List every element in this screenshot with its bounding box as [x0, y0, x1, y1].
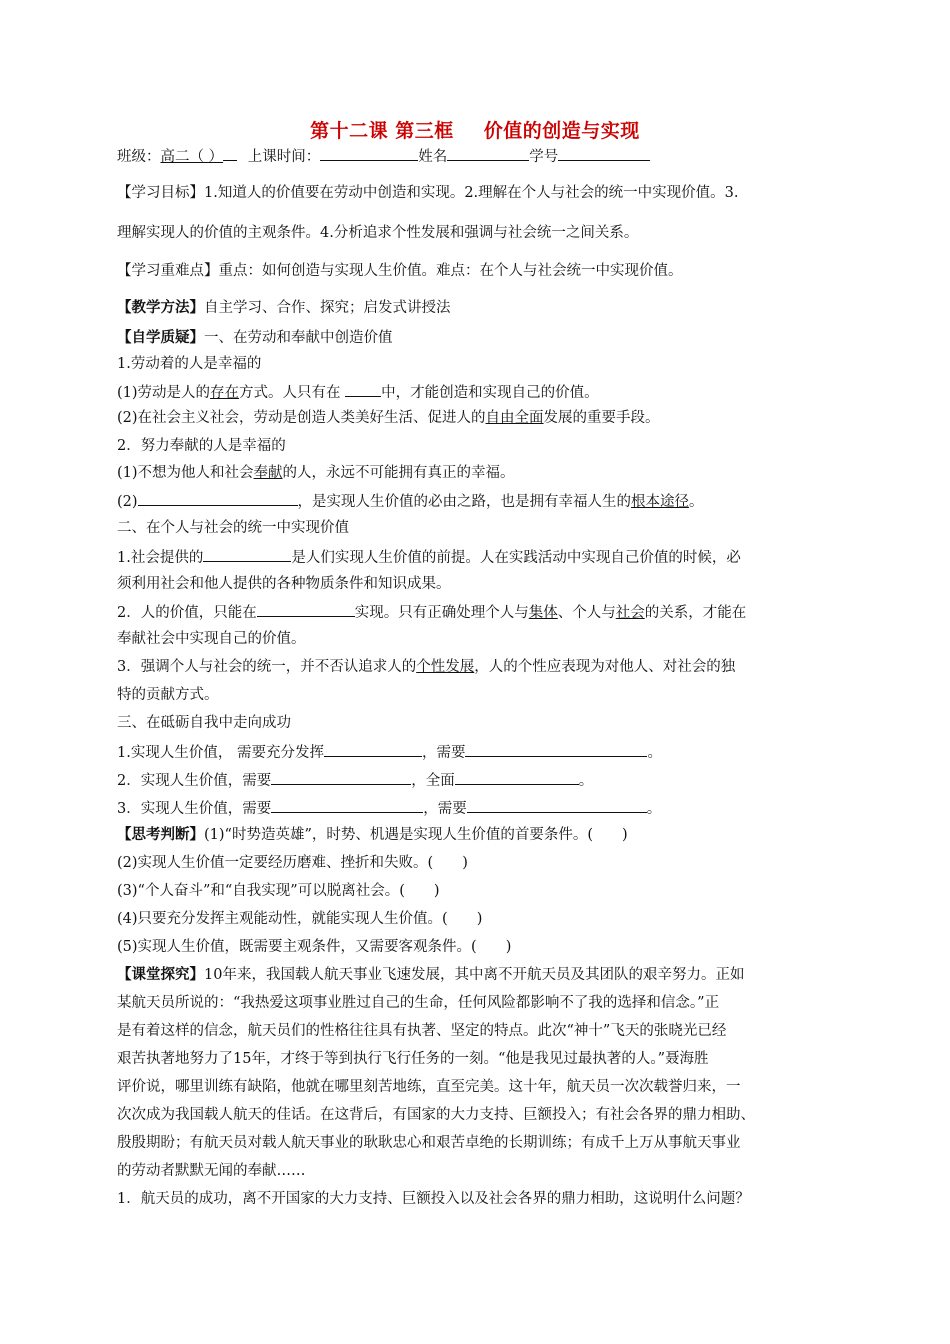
judgement-label: 【思考判断】	[117, 826, 204, 843]
text: (1)劳动是人的	[117, 385, 211, 401]
inquiry-text: 10年来，我国载人航天事业飞速发展，其中离不开航天员及其团队的艰辛努力。正如	[204, 967, 745, 983]
section-3-title	[117, 714, 291, 732]
class-value: 高二（ ）	[160, 149, 224, 165]
section-2-title-text: 二、在个人与社会的统一中实现价值	[117, 520, 349, 536]
class-label: 班级：	[117, 149, 161, 165]
student-info-row	[117, 146, 650, 166]
inquiry-line-6	[117, 1106, 755, 1124]
text: 。	[689, 494, 704, 510]
inquiry-text: 殷殷期盼；有航天员对载人航天事业的耿耿忠心和艰苦卓绝的长期训练；有成千上万从事航天事业	[117, 1135, 741, 1151]
inquiry-text: 艰苦执著地努力了15年，才终于等到执行飞行任务的一刻。“他是我见过最执著的人。”聂海胜	[117, 1051, 709, 1067]
fill-blank[interactable]	[257, 602, 355, 617]
objectives-line-1	[117, 184, 739, 202]
text: 3．强调个人与社会的统一，并不否认追求人的	[117, 659, 417, 675]
fill-blank[interactable]	[455, 770, 579, 785]
text: 是人们实现人生价值的前提。人在实践活动中实现自己价值的时候，必	[291, 550, 741, 566]
id-blank[interactable]	[558, 146, 650, 161]
key-points	[117, 262, 683, 280]
judgement-q2	[117, 854, 468, 872]
name-label: 姓名	[418, 149, 448, 165]
inquiry-question-1	[117, 1190, 750, 1208]
text: 1.社会提供的	[117, 550, 204, 566]
time-label: 上课时间：	[247, 149, 321, 165]
text: 方式。人只有在	[239, 385, 346, 401]
item-1-1	[117, 355, 261, 373]
judgement-question: (2)实现人生价值一定要经历磨难、挫折和失败。( )	[117, 855, 468, 871]
judgement-q1	[117, 826, 628, 844]
judgement-question: (3)“个人奋斗”和“自我实现”可以脱离社会。( )	[117, 883, 440, 899]
item-1-2-text: 2．努力奉献的人是幸福的	[117, 438, 286, 454]
fill-blank[interactable]	[271, 770, 411, 785]
inquiry-text: 是有着这样的信念，航天员们的性格往往具有执著、坚定的特点。此次“神十”飞天的张晓光已经	[117, 1023, 727, 1039]
text: (2)	[117, 494, 138, 510]
text: 的人，永远不可能拥有真正的幸福。	[282, 465, 515, 481]
text: (2)在社会主义社会，劳动是创造人类美好生活、促进人的	[117, 410, 486, 426]
inquiry-label: 【课堂探究】	[117, 966, 204, 983]
inquiry-question-text: 1．航天员的成功，离不开国家的大力支持、巨额投入以及社会各界的鼎力相助，这说明什么问题？	[117, 1191, 750, 1207]
text: 1.实现人生价值， 需要充分发挥	[117, 745, 324, 761]
judgement-q4	[117, 910, 482, 928]
item-2-3-cont	[117, 686, 219, 704]
item-2-1-cont	[117, 575, 451, 593]
text: ，全面	[411, 773, 455, 789]
item-3-3	[117, 798, 661, 818]
text: ，需要	[423, 801, 467, 817]
item-2-1	[117, 547, 741, 567]
section-1-title: 一、在劳动和奉献中创造价值	[204, 330, 393, 346]
id-label: 学号	[529, 149, 559, 165]
fill-blank[interactable]	[345, 382, 381, 397]
inquiry-text: 次次成为我国载人航天的佳话。在这背后，有国家的大力支持、巨额投入；有社会各界的鼎力相助、	[117, 1107, 755, 1123]
fill-blank[interactable]	[467, 798, 647, 813]
text: 2．人的价值，只能在	[117, 605, 257, 621]
underlined-term: 社会	[615, 605, 645, 621]
objectives-text-2: 理解实现人的价值的主观条件。4.分析追求个性发展和强调与社会统一之间关系。	[117, 225, 639, 241]
self-study-label: 【自学质疑】	[117, 329, 204, 346]
key-points-label: 【学习重难点】	[117, 263, 219, 279]
underlined-term: 集体	[528, 605, 558, 621]
lesson-topic: 价值的创造与实现	[483, 120, 640, 142]
inquiry-text: 的劳动者默默无闻的奉献……	[117, 1163, 306, 1179]
inquiry-line-3	[117, 1022, 726, 1040]
inquiry-line-5	[117, 1078, 741, 1096]
item-2-2	[117, 602, 746, 622]
text: 特的贡献方式。	[117, 687, 219, 703]
text: 。	[647, 745, 662, 761]
time-blank[interactable]	[320, 146, 418, 161]
text: ，是实现人生价值的必由之路，也是拥有幸福人生的	[297, 494, 632, 510]
objectives-text-1: 1.知道人的价值要在劳动中创造和实现。2.理解在个人与社会的统一中实现价值。3.	[204, 185, 739, 201]
text: 发展的重要手段。	[543, 410, 660, 426]
inquiry-line-8	[117, 1162, 306, 1180]
text: 实现。只有正确处理个人与	[354, 605, 529, 621]
method-text: 自主学习、合作、探究；启发式讲授法	[204, 300, 451, 316]
fill-blank[interactable]	[465, 742, 647, 757]
inquiry-text: 评价说，哪里训练有缺陷，他就在哪里刻苦地练，直至完美。这十年，航天员一次次载誉归来，一	[117, 1079, 741, 1095]
name-blank[interactable]	[447, 146, 529, 161]
objectives-line-2	[117, 224, 638, 242]
underlined-term: 个性发展	[416, 659, 475, 675]
underlined-term: 奉献	[253, 465, 283, 481]
text: 。	[646, 801, 662, 817]
judgement-question: (4)只要充分发挥主观能动性，就能实现人生价值。( )	[117, 911, 483, 927]
text: 奉献社会中实现自己的价值。	[117, 631, 306, 647]
text: ，人的个性应表现为对他人、对社会的独	[474, 659, 736, 675]
page-title	[0, 116, 950, 143]
judgement-question: (1)“时势造英雄”，时势、机遇是实现人生价值的首要条件。( )	[204, 827, 628, 843]
class-blank[interactable]	[223, 146, 237, 161]
teaching-method	[117, 299, 451, 317]
judgement-question: (5)实现人生价值，既需要主观条件，又需要客观条件。( )	[117, 939, 512, 955]
text: 、个人与	[557, 605, 616, 621]
section-3-title-text: 三、在砥砺自我中走向成功	[117, 715, 291, 731]
item-2-2-cont	[117, 630, 306, 648]
fill-blank[interactable]	[271, 798, 423, 813]
inquiry-line-1	[117, 966, 744, 984]
section-2-title	[117, 519, 349, 537]
objectives-label: 【学习目标】	[117, 185, 204, 201]
text: 中，才能创造和实现自己的价值。	[381, 385, 599, 401]
item-1-1b	[117, 409, 660, 427]
text: 须利用社会和他人提供的各种物质条件和知识成果。	[117, 576, 451, 592]
item-2-3	[117, 658, 735, 676]
judgement-q5	[117, 938, 511, 956]
item-1-2b	[117, 491, 704, 511]
fill-blank[interactable]	[324, 742, 422, 757]
text: (1)不想为他人和社会	[117, 465, 254, 481]
item-1-1-text: 1.劳动着的人是幸福的	[117, 356, 262, 372]
self-study-heading	[117, 329, 393, 347]
key-points-text: 重点：如何创造与实现人生价值。难点：在个人与社会统一中实现价值。	[218, 263, 683, 279]
text: 的关系，才能在	[644, 605, 747, 621]
item-1-2	[117, 437, 286, 455]
fill-blank[interactable]	[203, 547, 291, 562]
inquiry-line-4	[117, 1050, 709, 1068]
inquiry-text: 某航天员所说的：“我热爱这项事业胜过自己的生命，任何风险都影响不了我的选择和信念。”正	[117, 995, 720, 1011]
lesson-number: 第十二课 第三框	[310, 120, 454, 142]
inquiry-line-7	[117, 1134, 741, 1152]
text: 3．实现人生价值，需要	[117, 801, 272, 817]
item-1-1a	[117, 382, 599, 402]
item-3-1	[117, 742, 662, 762]
fill-blank[interactable]	[138, 491, 298, 506]
inquiry-line-2	[117, 994, 719, 1012]
text: 。	[578, 773, 594, 789]
item-1-2a	[117, 464, 515, 482]
underlined-term: 自由全面	[485, 410, 544, 426]
method-label: 【教学方法】	[117, 299, 204, 316]
text: 2．实现人生价值，需要	[117, 773, 272, 789]
item-3-2	[117, 770, 593, 790]
text: ，需要	[421, 745, 466, 761]
judgement-q3	[117, 882, 440, 900]
underlined-term: 存在	[210, 385, 240, 401]
underlined-term: 根本途径	[631, 494, 690, 510]
